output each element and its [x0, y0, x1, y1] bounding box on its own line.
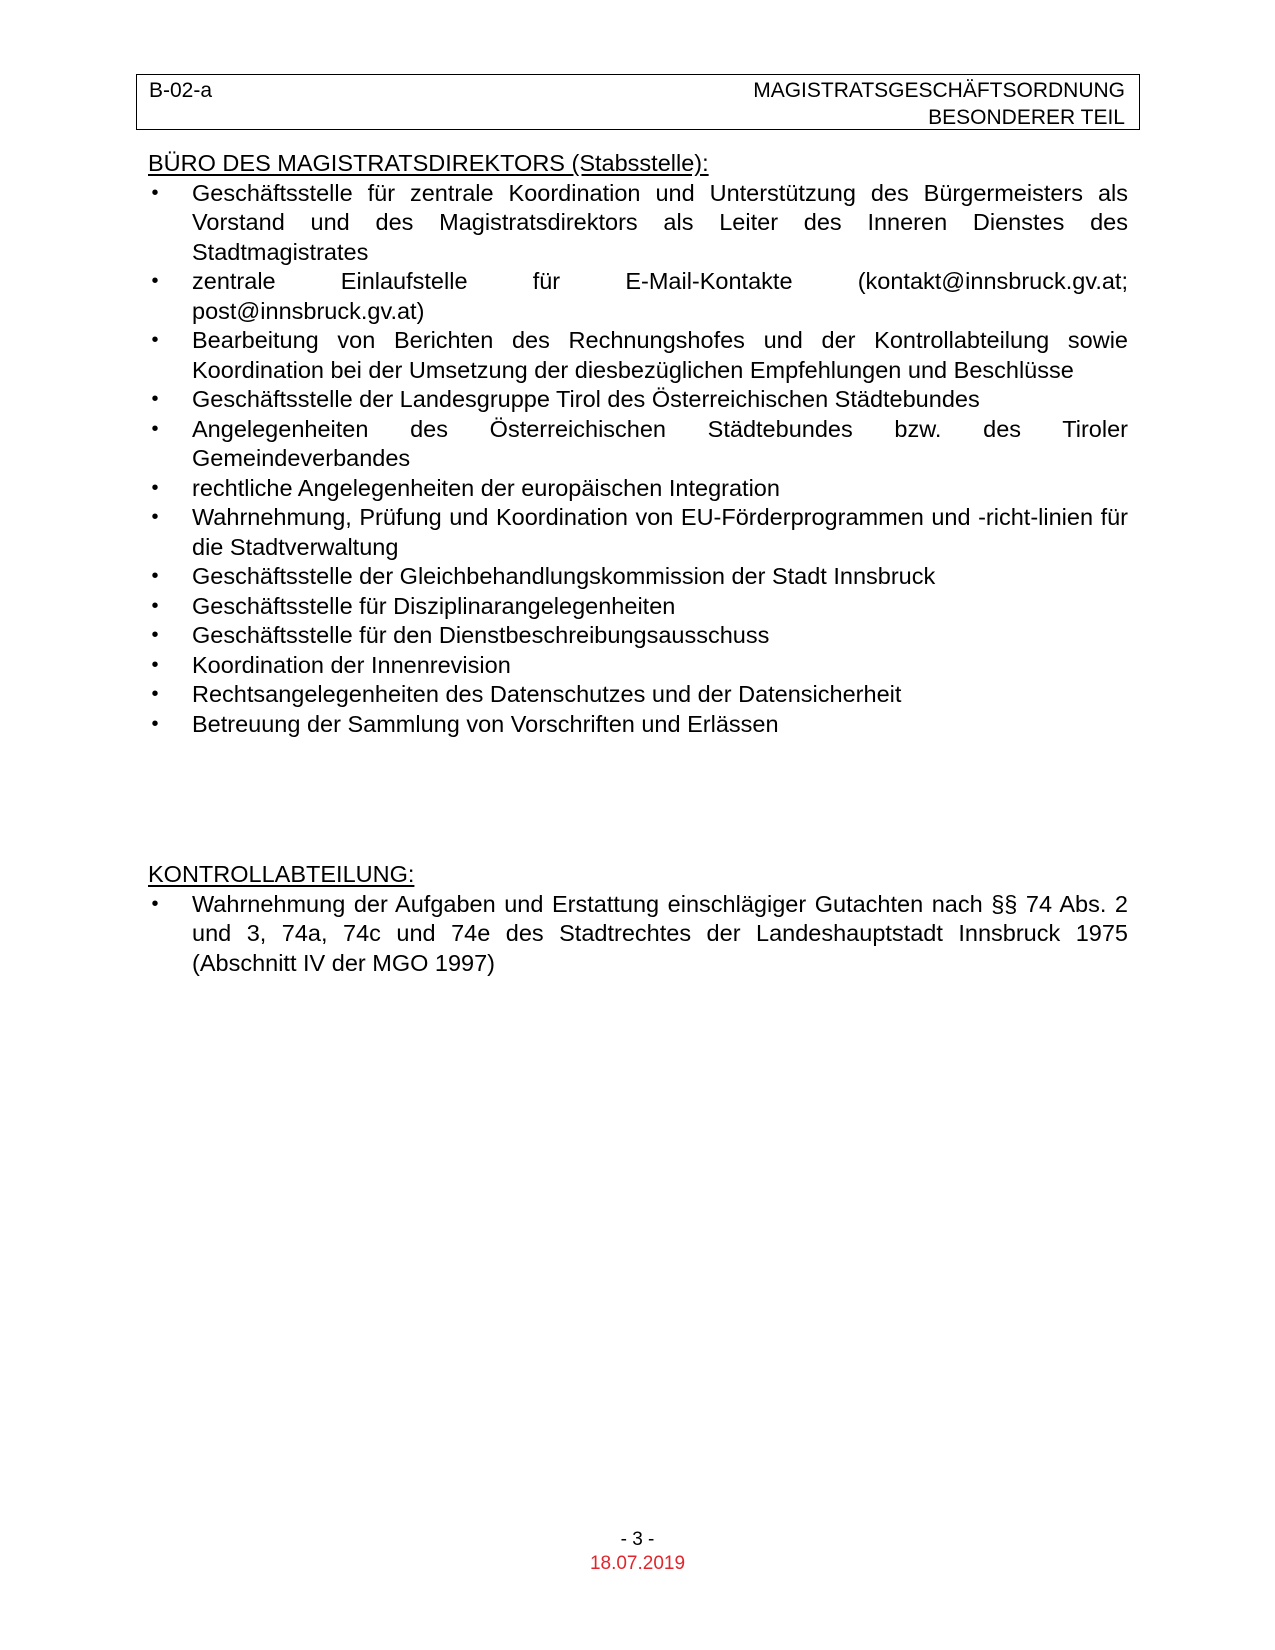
list-item — [148, 680, 1128, 710]
document-header — [136, 74, 1140, 130]
bullet-icon: • — [151, 476, 159, 499]
list-item — [148, 710, 1128, 740]
list-item — [148, 474, 1128, 504]
bullet-icon: • — [151, 506, 159, 528]
list-item-text: Geschäftsstelle für zentrale Koordination und Unterstützung des Bürgermeisters als Vorstand und des Magistratsdirektors als Leiter des Inneren Dienstes des Stadtmagistrates — [192, 179, 1128, 265]
bullet-icon: • — [151, 683, 159, 705]
list-item — [148, 179, 1128, 268]
list-item-text: Bearbeitung von Berichten des Rechnungshofes und der Kontrollabteilung sowie Koordination bei der Umsetzung der diesbezüglichen Empfehlungen und Beschlüsse — [192, 327, 1128, 383]
bullet-icon: • — [151, 181, 159, 204]
bullet-icon: • — [151, 712, 159, 735]
document-title-line2: BESONDERER TEIL — [928, 106, 1125, 129]
list-item-text: Koordination der Innenrevision — [192, 651, 511, 678]
bullet-icon: • — [151, 565, 159, 587]
list-item — [148, 503, 1128, 562]
document-title-line1: MAGISTRATSGESCHÄFTSORDNUNG — [753, 79, 1125, 102]
section-buero-magistratsdirektor — [148, 149, 1128, 739]
list-item-text: Wahrnehmung der Aufgaben und Erstattung einschlägiger Gutachten nach §§ 74 Abs. 2 und 3, 74a, 74c und 74e des Stadtrechtes der Landeshauptstadt Innsbruck 1975 (Abschnitt IV der MGO 1997) — [192, 890, 1128, 976]
list-item — [148, 415, 1128, 474]
list-item-text: Geschäftsstelle für Disziplinarangelegenheiten — [192, 592, 676, 619]
bullet-icon: • — [151, 417, 159, 440]
footer-date: 18.07.2019 — [589, 1553, 686, 1574]
list-item-text: rechtliche Angelegenheiten der europäischen Integration — [192, 474, 780, 501]
task-list — [148, 890, 1128, 979]
section-title: KONTROLLABTEILUNG: — [148, 861, 415, 887]
bullet-icon: • — [151, 624, 159, 646]
list-item-text: Rechtsangelegenheiten des Datenschutzes und der Datensicherheit — [192, 681, 902, 707]
list-item — [148, 562, 1128, 592]
section-kontrollabteilung — [148, 860, 1128, 978]
task-list — [148, 179, 1128, 740]
list-item-text: Betreuung der Sammlung von Vorschriften und Erlässen — [192, 710, 779, 737]
bullet-icon: • — [151, 329, 159, 351]
list-item-text: zentrale Einlaufstelle für E-Mail-Kontakte (kontakt@innsbruck.gv.at; post@innsbruck.gv.at) — [192, 268, 1128, 324]
list-item — [148, 267, 1128, 326]
bullet-icon: • — [151, 594, 159, 617]
document-title — [753, 77, 1125, 131]
list-item — [148, 621, 1128, 651]
bullet-icon: • — [151, 653, 159, 676]
list-item — [148, 592, 1128, 622]
section-title: BÜRO DES MAGISTRATSDIREKTORS (Stabsstelle): — [148, 150, 709, 176]
list-item — [148, 651, 1128, 681]
list-item — [148, 326, 1128, 385]
bullet-icon: • — [151, 388, 159, 410]
document-code: B-02-a — [149, 79, 213, 102]
bullet-icon: • — [151, 270, 159, 292]
list-item-text: Angelegenheiten des Österreichischen Städtebundes bzw. des Tiroler Gemeindeverbandes — [192, 415, 1128, 471]
list-item-text: Wahrnehmung, Prüfung und Koordination von EU-Förderprogrammen und -richt-linien für die Stadtverwaltung — [192, 504, 1128, 560]
list-item-text: Geschäftsstelle der Landesgruppe Tirol des Österreichischen Städtebundes — [192, 386, 980, 412]
list-item — [148, 385, 1128, 415]
bullet-icon: • — [151, 892, 159, 915]
page-number: - 3 - — [620, 1529, 655, 1550]
list-item — [148, 890, 1128, 979]
list-item-text: Geschäftsstelle der Gleichbehandlungskommission der Stadt Innsbruck — [192, 563, 936, 589]
list-item-text: Geschäftsstelle für den Dienstbeschreibungsausschuss — [192, 622, 770, 648]
